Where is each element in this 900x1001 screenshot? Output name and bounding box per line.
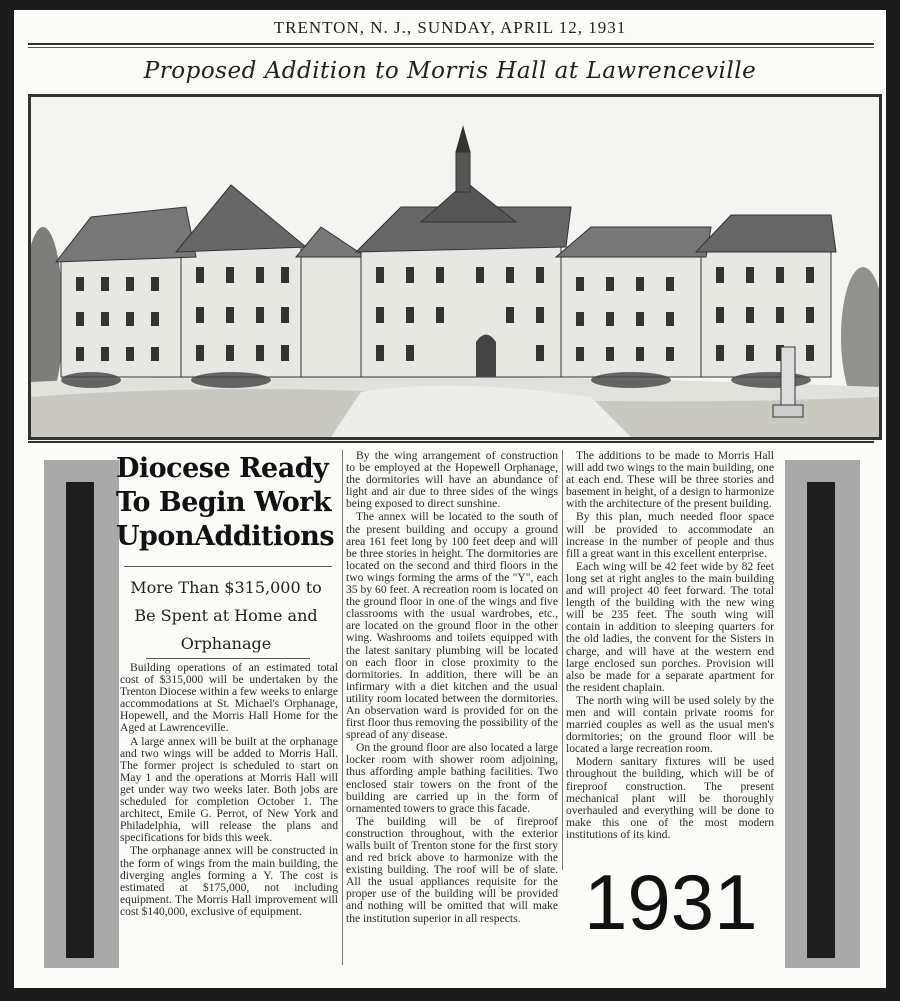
paragraph: Each wing will be 42 feet wide by 82 feet long set at right angles to the main building and will project 40 feet forward. The total length of the building with the new wing will be 235 feet. The south wing will contain in addition to sleeping quarters for the old ladies, the convent for the Sisters in charge, and will have at the western end large enclosed sun porches. Provision will also be made for a separate apartment for the resident chaplain. bbox=[566, 559, 774, 694]
subhead-rule bbox=[146, 658, 310, 659]
article-headline: Diocese Ready To Begin Work UponAdditions bbox=[116, 453, 335, 552]
paragraph: The orphanage annex will be constructed in the form of wings from the main building, the diverging angles forming a Y. The cost is estimated at $175,000, not including equipment. The Morris Hall improvement will cost $140,000, exclusive of equipment. bbox=[120, 844, 338, 918]
left-side-bar bbox=[44, 460, 119, 968]
paragraph: By this plan, much needed floor space will be provided to accommodate an increase in the number of people and thus fill a great want in this excellent enterprise. bbox=[566, 510, 774, 560]
paragraph: The additions to be made to Morris Hall will add two wings to the main building, one at each end. These will be three stories and basement in height, of a design to harmonize with the architecture of the present building. bbox=[566, 450, 774, 511]
headline-rule bbox=[124, 566, 332, 567]
right-side-bar-inner bbox=[807, 482, 835, 958]
left-side-bar-inner bbox=[66, 482, 94, 958]
morris-hall-drawing bbox=[31, 97, 879, 437]
paragraph: The building will be of fireproof construction throughout, with the exterior walls built of Trenton stone for the first story and red brick above to harmonize with the existing building. The roof will be of slate. All the usual appliances requisite for the proper use of the building will be provided and nothing will be omitted that will make the institution superior in all respects. bbox=[346, 814, 558, 925]
illustration-rule bbox=[28, 441, 874, 443]
article-subhead: More Than $315,000 to Be Spent at Home and Orphanage bbox=[130, 578, 322, 653]
paragraph: On the ground floor are also located a large locker room with shower room adjoining, thus affording ample bathing facilities. Two enclosed stair towers on the front of the building are carried up in the form of ornamented towers to grace this facade. bbox=[346, 741, 558, 815]
paragraph: By the wing arrangement of construction to be employed at the Hopewell Orphanage, the dormitories will have an abundance of light and air due to three sides of the wings being exposed to direct sunshine. bbox=[346, 449, 558, 511]
right-side-bar bbox=[785, 460, 860, 968]
article-column-3 bbox=[566, 450, 774, 862]
column-separator bbox=[562, 450, 563, 870]
column-separator bbox=[342, 450, 343, 965]
paragraph: Building operations of an estimated total cost of $315,000 will be undertaken by the Trenton Diocese within a few weeks to enlarge accommodations at St. Michael's Orphanage, Hopewell, and the Morris Hall Home for the Aged at Lawrenceville. bbox=[120, 661, 338, 735]
paragraph: A large annex will be built at the orphanage and two wings will be added to Morris Hall. The former project is scheduled to start on May 1 and the operations at Morris Hall will get under way two weeks later. Both jobs are scheduled for completion October 1. The architect, Emile G. Perrot, of New York and Philadelphia, will release the plans and specifications for bids this week. bbox=[120, 734, 338, 845]
building-illustration bbox=[28, 94, 882, 440]
year-overlay: 1931 bbox=[584, 858, 758, 946]
dateline: TRENTON, N. J., SUNDAY, APRIL 12, 1931 bbox=[273, 18, 627, 37]
paragraph: Modern sanitary fixtures will be used throughout the building, which will be of fireproof construction. The present mechanical plant will be thoroughly overhauled and everything will be done to make this one of the most modern institutions of its kind. bbox=[566, 755, 774, 841]
article-column-1 bbox=[120, 662, 338, 919]
article-column-2 bbox=[346, 450, 558, 926]
paragraph: The annex will be located to the south of the present building and occupy a ground area 161 feet long by 100 feet deep and will be three stories in height. The dormitories are located on the second and third floors in the two wings forming the arms of the "Y", each 35 by 60 feet. A recreation room is located on the ground floor in one of the wings and five classrooms with the usual wardrobes, etc., are located on the ground floor in the other wing. Washrooms and toilets equipped with the latest sanitary plumbing will be located on each floor in close proximity to the dormitories. In addition, there will be an infirmary with a diet kitchen and the usual utility room located between the dormitories. An observation ward is provided for on the first floor thus removing the possibility of the spread of any disease. bbox=[346, 510, 558, 742]
paragraph: The north wing will be used solely by the men and will contain private rooms for married couples as well as the usual men's dormitories; on the ground floor will be located a large recreation room. bbox=[566, 693, 774, 756]
top-rule bbox=[28, 43, 874, 45]
illustration-caption: Proposed Addition to Morris Hall at Lawrenceville bbox=[143, 58, 757, 84]
top-rule-thin bbox=[28, 47, 874, 48]
